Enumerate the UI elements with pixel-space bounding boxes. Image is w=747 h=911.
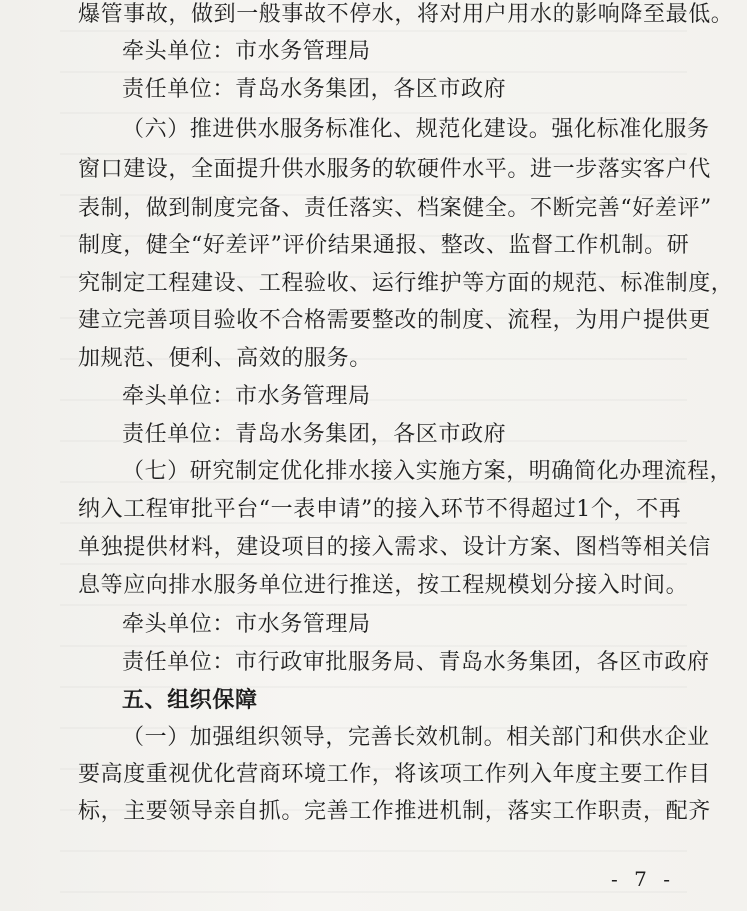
section-six-line: （六）推进供水服务标准化、规范化建设。强化标准化服务: [122, 117, 710, 142]
body-line: 爆管事故，做到一般事故不停水，将对用户用水的影响降至最低。: [78, 2, 734, 27]
body-line: 究制定工程建设、工程验收、运行维护等方面的规范、标准制度，: [78, 271, 734, 296]
responsible-unit-line: 责任单位：青岛水务集团，各区市政府: [122, 77, 507, 102]
body-line: 单独提供材料，建设项目的接入需求、设计方案、图档等相关信: [78, 535, 711, 560]
body-line: 窗口建设，全面提升供水服务的软硬件水平。进一步落实客户代: [78, 157, 711, 182]
body-line: 标，主要领导亲自抓。完善工作推进机制，落实工作职责，配齐: [78, 799, 711, 824]
body-line: 制度，健全“好差评”评价结果通报、整改、监督工作机制。研: [78, 233, 690, 258]
body-line: 表制，做到制度完备、责任落实、档案健全。不断完善“好差评”: [78, 196, 712, 221]
lead-unit-line: 牵头单位：市水务管理局: [122, 612, 371, 637]
body-line: 加规范、便利、高效的服务。: [78, 346, 372, 371]
section-seven-line: （七）研究制定优化排水接入实施方案，明确简化办理流程，: [122, 459, 733, 484]
page-number: - 7 -: [611, 867, 675, 891]
section-heading: 五、组织保障: [122, 687, 258, 713]
responsible-unit-line: 责任单位：青岛水务集团，各区市政府: [122, 422, 507, 447]
lead-unit-line: 牵头单位：市水务管理局: [122, 39, 371, 64]
subsection-one-line: （一）加强组织领导，完善长效机制。相关部门和供水企业: [122, 725, 710, 750]
body-line: 息等应向排水服务单位进行推送，按工程规模划分接入时间。: [78, 573, 689, 598]
lead-unit-line: 牵头单位：市水务管理局: [122, 384, 371, 409]
body-line: 建立完善项目验收不合格需要整改的制度、流程，为用户提供更: [78, 308, 711, 333]
body-line: 纳入工程审批平台“一表申请”的接入环节不得超过1个，不再: [78, 497, 682, 522]
body-line: 要高度重视优化营商环境工作，将该项工作列入年度主要工作目: [78, 762, 711, 787]
responsible-unit-line: 责任单位：市行政审批服务局、青岛水务集团，各区市政府: [122, 650, 710, 675]
